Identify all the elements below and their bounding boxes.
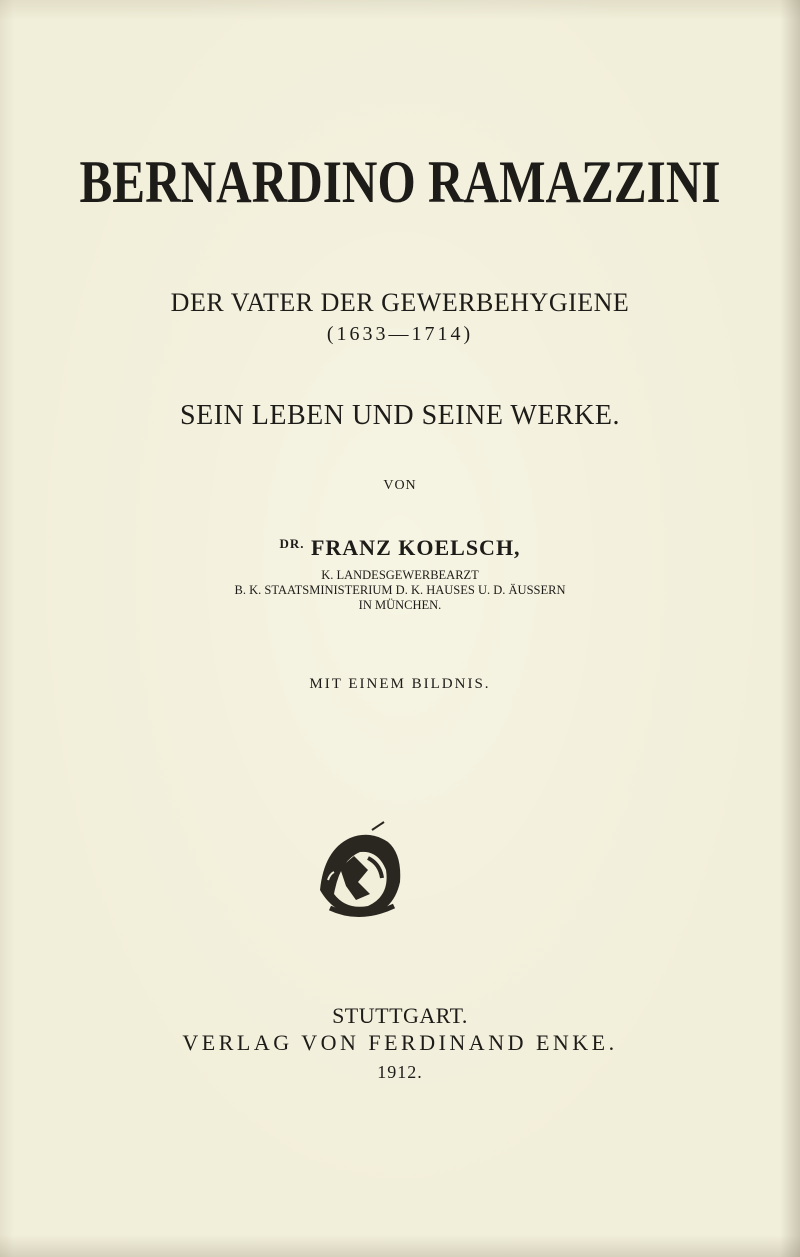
by-label: VON	[383, 478, 417, 493]
life-dates: (1633—1714)	[326, 323, 474, 345]
author-city: IN MÜNCHEN.	[358, 598, 442, 612]
author-ministry: B. K. STAATSMINISTERIUM D. K. HAUSES U. D. ÄUSSERN	[234, 583, 566, 597]
imprint-year: 1912.	[377, 1062, 423, 1082]
main-title: BERNARDINO RAMAZZINI	[79, 149, 721, 215]
subtitle: DER VATER DER GEWERBEHYGIENE	[170, 288, 630, 317]
imprint-publisher: VERLAG VON FERDINAND ENKE.	[182, 1030, 618, 1055]
work-title: SEIN LEBEN UND SEINE WERKE.	[180, 400, 620, 431]
author-position: K. LANDESGEWERBEARZT	[321, 568, 479, 582]
publisher-emblem-icon	[310, 820, 410, 920]
author-name: FRANZ KOELSCH,	[310, 535, 521, 560]
author-line	[0, 535, 800, 561]
doctor-title: DR.	[279, 536, 305, 551]
imprint-place: STUTTGART.	[332, 1003, 468, 1028]
illustration-note: MIT EINEM BILDNIS.	[309, 676, 491, 692]
